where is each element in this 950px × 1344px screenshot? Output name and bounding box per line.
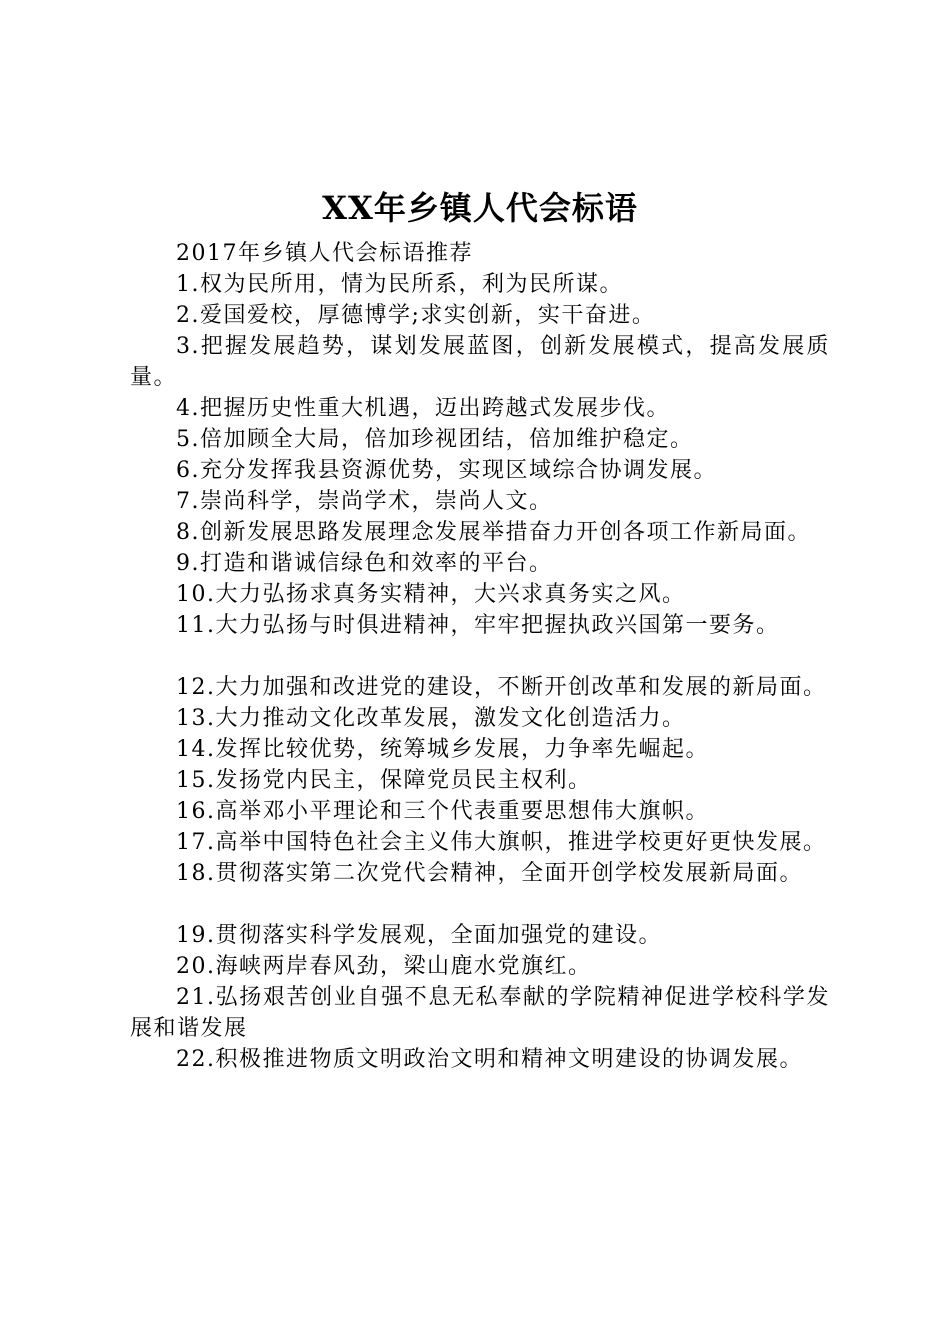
slogan-item: 4.把握历史性重大机遇，迈出跨越式发展步伐。 bbox=[176, 396, 670, 421]
slogan-item: 10.大力弘扬求真务实精神，大兴求真务实之风。 bbox=[176, 582, 686, 607]
document-subtitle: 2017年乡镇人代会标语推荐 bbox=[176, 241, 473, 266]
slogan-item: 2.爱国爱校，厚德博学;求实创新，实干奋进。 bbox=[176, 303, 656, 328]
slogan-item: 19.贯彻落实科学发展观，全面加强党的建设。 bbox=[176, 923, 662, 948]
slogan-item: 22.积极推进物质文明政治文明和精神文明建设的协调发展。 bbox=[176, 1047, 803, 1072]
slogan-item: 8.创新发展思路发展理念发展举措奋力开创各项工作新局面。 bbox=[176, 520, 811, 545]
slogan-item: 3.把握发展趋势，谋划发展蓝图，创新发展模式，提高发展质量。 bbox=[130, 334, 830, 390]
slogan-item: 11.大力弘扬与时俱进精神，牢牢把握执政兴国第一要务。 bbox=[176, 613, 780, 638]
slogan-item: 13.大力推动文化改革发展，激发文化创造活力。 bbox=[176, 706, 686, 731]
slogan-item: 7.崇尚科学，崇尚学术，崇尚人文。 bbox=[176, 489, 553, 514]
slogan-item: 6.充分发挥我县资源优势，实现区域综合协调发展。 bbox=[176, 458, 717, 483]
slogan-item: 14.发挥比较优势，统筹城乡发展，力争率先崛起。 bbox=[176, 737, 709, 762]
slogan-item: 17.高举中国特色社会主义伟大旗帜，推进学校更好更快发展。 bbox=[176, 830, 827, 855]
slogan-item: 20.海峡两岸春风劲，梁山鹿水党旗红。 bbox=[176, 954, 592, 979]
document-body bbox=[130, 238, 830, 1075]
slogan-item: 15.发扬党内民主，保障党员民主权利。 bbox=[176, 768, 592, 793]
slogan-item: 16.高举邓小平理论和三个代表重要思想伟大旗帜。 bbox=[176, 799, 709, 824]
slogan-item: 5.倍加顾全大局，倍加珍视团结，倍加维护稳定。 bbox=[176, 427, 694, 452]
slogan-item: 21.弘扬艰苦创业自强不息无私奉献的学院精神促进学校科学发展和谐发展 bbox=[130, 985, 830, 1041]
slogan-item: 18.贯彻落实第二次党代会精神，全面开创学校发展新局面。 bbox=[176, 861, 803, 886]
slogan-item: 12.大力加强和改进党的建设，不断开创改革和发展的新局面。 bbox=[176, 675, 827, 700]
slogan-item: 1.权为民所用，情为民所系，利为民所谋。 bbox=[176, 272, 623, 297]
slogan-item: 9.打造和谐诚信绿色和效率的平台。 bbox=[176, 551, 553, 576]
document-title: XX年乡镇人代会标语 bbox=[322, 189, 638, 227]
